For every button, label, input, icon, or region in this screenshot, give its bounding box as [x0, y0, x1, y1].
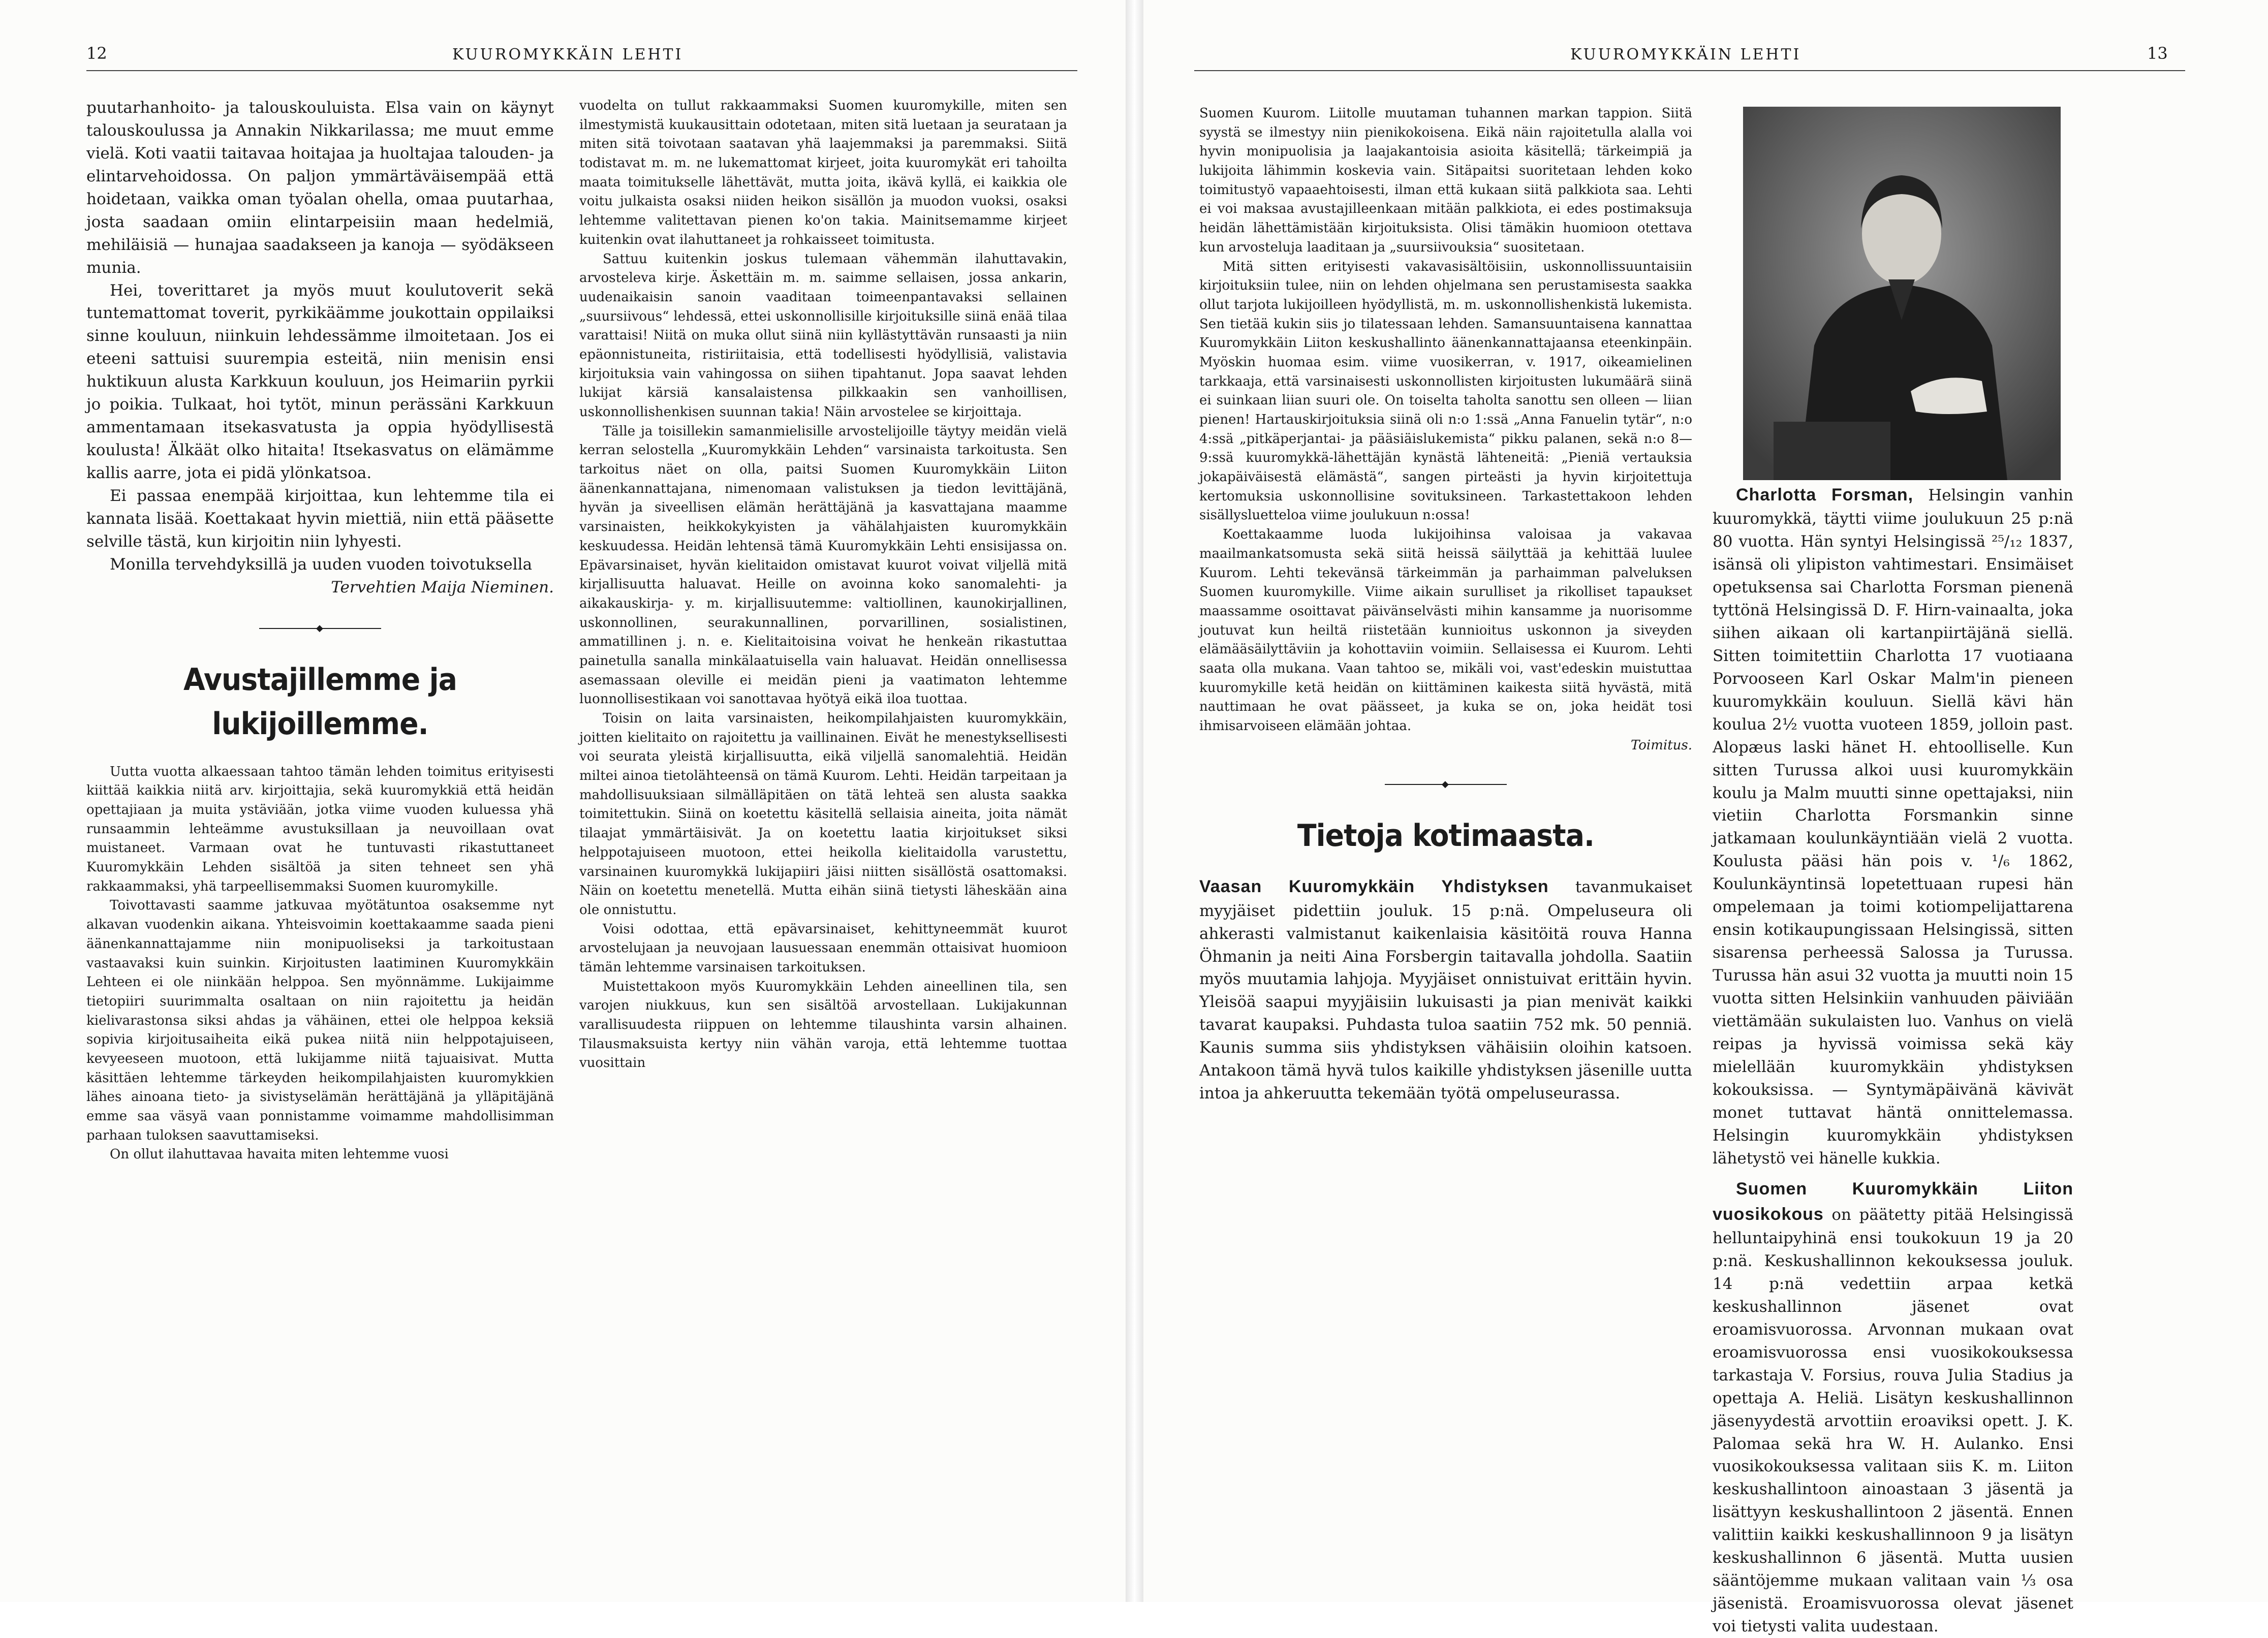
page-gutter [1126, 0, 1143, 1602]
section-separator [1385, 774, 1507, 795]
news-text: tavanmukaiset myyjäiset pidettiin jouluk. 15 p:nä. Ompeluseura oli ahkerasti valmistanut kaikenlaisia käsitöitä rouva Hanna Öhmanin ja neiti Aina Forsbergin taitavalla johdolla. Saatiin myös muutamia lahjoja. Myyjäiset onnistuivat erittäin hyvin. Yleisöä saapui myyjäisiin lukuisasti ja pian menivät kaikki tavarat kaupaksi. Puhdasta tuloa saatiin 752 mk. 50 penniä. Kaunis summa siis yhdistyksen vähäisiin oloihin katsoen. Antakoon tämä hyvä tulos kaikille yhdistyksen jäsenille uutta intoa ja ahkeruutta tekemään työtä ompeluseurassa. [1199, 878, 1692, 1103]
left-page [0, 0, 1126, 1602]
news-lead: Suomen Kuuromykkäin Liiton vuosikokous [1713, 1179, 2073, 1224]
section-separator [259, 618, 381, 639]
header-title-left: KUUROMYKKÄIN LEHTI [452, 46, 683, 64]
news-text: Helsingin vanhin kuuromykkä, täytti viime joulukuun 25 p:nä 80 vuotta. Hän syntyi Helsingissä ²⁵/₁₂ 1837, isänsä oli ylipiston vahtimestari. Ensimäiset opetuksensa sai Charlotta Forsman pienenä tyttönä Helsingissä D. F. Hirn-vainaalta, joka siihen aikaan oli kartanpiirtäjänä siellä. Sitten toimitettiin Charlotta 17 vuotiaana Porvooseen Karl Oskar Malm'in pieneen kuuromykkäin kouluun. Siellä kävi hän koulua 2½ vuotta vuoteen 1859, jolloin past. Alopæus laski hänet H. ehtoolliselle. Kun sitten Turussa alkoi uusi kuuromykkäin koulu ja Malm muutti sinne opettajaksi, niin vietiin Charlotta Forsmankin sinne jatkamaan koulunkäyntiään vielä 2 vuotta. Koulusta pääsi hän pois v. ¹/₆ 1862, Koulunkäyntinsä lopetettuaan rupesi hän ompelemaan ja toimi kotiompelijattarena ensin kotikaupungissaan Helsingissä, sitten sisarensa perheessä Salossa ja Turussa. Turussa hän asui 32 vuotta ja muutti noin 15 vuotta sitten Helsinkiin vanhuuden päiviään viettämään sukulaisten luo. Vanhus on vielä reipas ja hyvissä voimissa sekä käy mielellään kuuromykkäin yhdistyksen kokouksissa. — Syntymäpäivänä kävivät monet tuttavat häntä onnittelemassa. Helsingin kuuromykkäin yhdistyksen lähetystö vei hänelle kukkia. [1713, 486, 2073, 1168]
news-text: on päätetty pitää Helsingissä helluntaipyhinä ensi toukokuun 19 ja 20 p:nä. Keskushallinnon kekouksessa jouluk. 14 p:nä vedettiin arpaa ketkä keskushallinnon jäsenet ovat eroamisvuorossa. Arvonnan mukaan ovat eroamisvuorossa ensi vuosikokouksessa tarkastaja V. Forsius, rouva Julia Stadius ja opettaja A. Heliä. Lisätyn keskushallinnon jäsenyydestä arvottiin eroaviksi opett. J. K. Palomaa sekä hra W. H. Aulanko. Ensi vuosikokouksessa valitaan siis K. m. Liiton keskushallintoon ainoastaan 3 jäsentä ja lisättyyn keskushallintoon 2 jäsentä. Ennen valittiin kaikki keskushallinnoon 9 ja lisätyn keskushallinnon 6 jäsentä. Mutta uusien sääntöjemme mukaan valitaan vain ⅓ osa jäsenistä. Eroamisvuorossa olevat jäsenet voi tietysti valita uudestaan. [1713, 1205, 2073, 1636]
paragraph: Monilla tervehdyksillä ja uuden vuoden toivotuksella [110, 555, 533, 574]
news-item [1713, 483, 2073, 1170]
paragraph: Tälle ja toisillekin samanmielisille arvostelijoille täytyy meidän vielä kerran selostella „Kuuromykkäin Lehden“ varsinaista tarkoitusta. Sen tarkoitus näet on olla, paitsi Suomen Kuuromykkäin Liiton äänenkannattajana, nimenomaan valistuksen ja tiedon levittäjänä, hyvän ja siveellisen elämän herättäjänä ja kasvattajana maamme varsinaisten, heikkokykyisten ja vähälahjaisten kuuromykkäin keskuudessa. Heidän lehtensä tämä Kuuromykkäin Lehti ensisijassa on. Epävarsinaiset, hyvän kielitaidon omistavat kuurot voivat viljellä mitä kirjallisuutta haluavat. Heille on avoinna koko sanomalehti- ja aikakauskirja- y. m. kirjallisuutemme: valtiollinen, kaunokirjallinen, uskonnollinen, seurakunnallinen, porvarillinen, sosialistinen, ammatillinen j. n. e. Kielitaitoisina voivat he henkeän rikastuttaa painetulla sanalla minkälaatuisella vain haluavat. Heidän onnellisessa asemassaan oleville ei meidän pieni ja vaatimaton lehtemme luonnollisestikaan voi sanottavaa hyötyä eikä iloa tuottaa. [579, 423, 1067, 707]
signature: Toimitus. [1630, 737, 1692, 753]
paragraph: Mitä sitten erityisesti vakavasisältöisiin, uskonnollissuuntaisiin kirjoituksiin tulee, niin on lehden ohjelmana sen perustamisesta saakka ollut tarjota lukijoilleen hyödyllistä, m. m. uskonnollishenkistä lukemista. Sen tietää kukin siis jo tilatessaan lehden. Samansuuntaisena kannattaa Kuuromykkäin Liiton keskushallinto äänenkannattajaansa eteenkinpäin. Myöskin huomaa esim. viime vuosikerran, v. 1917, oikeamielinen tarkkaaja, että varsinaisesti uskonnollisten kirjoitusten lukumäärä siinä ei suinkaan liian suuri ole. On toiselta taholta sanottu sen olleen — liian pienen! Hartauskirjoituksia siinä oli n:o 1:ssä „Anna Fanuelin tytär“, n:o 4:ssä „pitkäperjantai- ja pääsiäislukemista“ pikku palanen, sekä n:o 8—9:ssä kuuromykkä-lähettäjän kynästä lähteneitä: „Pieniä vertauksia jokapäiväisestä elämästä“, sangen pirteästi ja hyvin kirjoitettuja kertomuksia uskonnollisine sovituksineen. Tarkastettakoon lehden sisällysluetteloa viime joulukuun n:ossa! [1199, 259, 1692, 523]
portrait-illustration [1743, 107, 2061, 480]
article-heading: Avustajillemme ja lukijoillemme. [183, 662, 457, 742]
news-item [1713, 1177, 2073, 1637]
paragraph: Uutta vuotta alkaessaan tahtoo tämän lehden toimitus erityisesti kiittää kaikkia niitä arv. kirjoittajia, sekä kuuromykkiä että heidän opettajiaan ja muita ystäviään, jotka viime vuoden kuluessa yhä runsaammin lehteämme avustuksillaan ja neuvoillaan ovat muistaneet. Varmaan ovat he tuntuvasti rikastuttaneet Kuuromykkäin Lehden sisältöä ja siten tehneet sen yhä rakkaammaksi, yhä tarpeellisemmaksi Suomen kuuromykille. [86, 764, 554, 894]
diamond-ornament-icon: ◆ [1442, 779, 1449, 790]
right-column-1 [1199, 104, 1692, 1105]
portrait-photo [1743, 107, 2061, 480]
right-page [1143, 0, 2268, 1636]
left-column-1 [86, 97, 554, 1164]
paragraph: Voisi odottaa, että epävarsinaiset, kehittyneemmät kuurot arvostelujaan ja neuvojaan lausuessaan enemmän ottaisivat huomioon tämän lehtemme varsinaisen tarkoituksen. [579, 921, 1067, 975]
paragraph: Koettakaamme luoda lukijoihinsa valoisaa ja vakavaa maailmankatsomusta sekä siitä heissä säilyttää ja kehittää luulee Kuurom. Lehti tekevänsä tärkeimmän ja parhaimman palveluksen Suomen kuuromykille. Viime aikain surulliset ja rikolliset tapaukset maassamme osoittavat päivänselvästi mihin kansamme ja nuorisomme joutuvat kun heiltä riistetään kunnioitus uskonnon ja siveyden elämääsäilyttäviin ja kohottaviin voimiin. Sellaisessa ei Kuurom. Lehti saata olla mukana. Vaan tahtoo se, mikäli voi, vast'edeskin muistuttaa kuuromykille ketä heidän on kiittäminen kaikesta siitä hyvästä, mitä nauttimaan he ovat päässeet, ja kuka se on, joka heidät tosi ihmisarvoiseen elämään johtaa. [1199, 527, 1692, 734]
header-rule-right [1194, 70, 2185, 71]
page-number-right: 13 [2147, 44, 2168, 63]
news-lead: Vaasan Kuuromykkäin Yhdistyksen [1199, 877, 1549, 897]
signature: Tervehtien Maija Nieminen. [331, 578, 554, 596]
header-title-right: KUUROMYKKÄIN LEHTI [1570, 46, 1801, 64]
left-column-2 [579, 97, 1067, 1073]
paragraph: Sattuu kuitenkin joskus tulemaan vähemmän ilahuttavakin, arvosteleva kirje. Äskettäin m. m. saimme sellaisen, jossa ankarin, uudenaikaisin sanoin vaaditaan toimeenpantavaksi sellainen „suursiivous“ lehdessä, ettei uskonnollisille kirjoituksille siinä enää tilaa varattaisi! Niitä on muka ollut siinä niin kyllästyttävän runsaasti ja niin epäonnistuneita, ristiriitaisia, että todellisesti hyödyllisiä, valistavia kirjoituksia vain vahingossa on siihen tipahtanut. Jopa saavat lehden lukijat kärsiä kansalaistensa pilkkaakin sen vanhoillisen, uskonnollishenkisen suunnan takia! Näin arvostelee se kirjoittaja. [579, 251, 1067, 420]
diamond-ornament-icon: ◆ [316, 622, 323, 634]
paragraph: On ollut ilahuttavaa havaita miten lehtemme vuosi [110, 1147, 449, 1162]
paragraph: Toivottavasti saamme jatkuvaa myötätuntoa osaksemme nyt alkavan vuodenkin aikana. Yhteisvoimin koettakaamme saada pieni äänenkannattajamme niin monipuoliseksi ja tarkoitustaan vastaavaksi kuin suinkin. Kirjoitusten laatiminen Kuuromykkäin Lehteen ei ole niinkään helppoa. Sen myönnämme. Lukijaimme tietopiiri suurimmalta osaltaan on niin rajoitettu ja heidän kielivarastonsa siksi ahdas ja vähäinen, ettei ole helppoa keksiä sopivia kirjoitusaiheita eikä pukea niitä niin helppotajuiseen, kevyeeseen muotoon, että lukijamme niitä tajuaisivat. Mutta käsittäen lehtemme tärkeyden heikompilahjaisten kuuromykkien lähes ainoana tieto- ja sivistyselämän herättäjänä ja ylläpitäjänä emme saa väsyä vaan ponnistamme voimamme mahdollisimman parhaan tuloksen saavuttamiseksi. [86, 898, 554, 1143]
paragraph: Suomen Kuurom. Liitolle muutaman tuhannen markan tappion. Siitä syystä se ilmestyy niin pienikokoisena. Eikä näin rajoitetulla alalla voi hyvin monipuolisia ja laajakantoisia asioita käsitellä; tärkeimpiä ja lukijoita lähimmin koskevia vain. Sitäpaitsi suoritetaan lehden koko toimitustyö vapaaehtoisesti, ilman että kukaan siitä palkkiota saa. Lehti ei voi maksaa avustajilleenkaan mitään palkkiota, ei edes postimaksuja heidän lähettämistään kirjoituksista. Olisi tämäkin huomioon otettava kun arvosteluja laaditaan ja „suursiivouksia“ suositetaan. [1199, 106, 1692, 255]
paragraph: puutarhanhoito- ja talouskouluista. Elsa vain on käynyt talouskoulussa ja Annakin Nikkarilassa; me muut emme vielä. Koti vaatii taitavaa hoitajaa ja huoltajaa talouden- ja elintarvehoidossa. On paljon ymmärtäväisempää että hoidetaan, vaikka oman työalan ohella, omaa puutarhaa, josta saadaan omiin elintarpeisiin maan hedelmiä, mehiläisiä — hunajaa saadakseen ja kanoja — syödäkseen munia. [86, 99, 554, 277]
paragraph: Toisin on laita varsinaisten, heikompilahjaisten kuuromykkäin, joitten kielitaito on rajoitettu ja vaillinainen. Eivät he menestyksellisesti voi seurata yleistä kirjallisuutta, eikä viljellä sanomalehtiä. Heidän miltei ainoa tietolähteensä on tämä Kuurom. Lehti. Heidän tarpeitaan ja mahdollisuuksiaan silmälläpitäen on tätä lehteä sen alusta saakka toimitettukin. Siinä on koetettu käsitellä sellaisia aineita, joita nämät tilaajat ymmärtäisivät. Ja on koetettu laatia kirjoitukset siksi helppotajuiseen muotoon, ettei heikolla kielitaidolla varustettu, varsinainen kuuromykkä lukijapiiri jäisi niitten sisällöstä osattomaksi. Näin on koetettu menetellä. Mutta eihän siinä tietysti läheskään aina ole onnistuttu. [579, 711, 1067, 918]
article-heading: Tietoja kotimaasta. [1297, 818, 1595, 854]
header-rule-left [86, 70, 1077, 71]
paragraph: Ei passaa enempää kirjoittaa, kun lehtemme tila ei kannata lisää. Koettakaat hyvin miettiä, niin että pääsette selville tästä, kun kirjoitin niin lyhyesti. [86, 486, 554, 551]
paragraph: Muistettakoon myös Kuuromykkäin Lehden aineellinen tila, sen varojen niukkuus, kun sen sisältöä arvostellaan. Lukijakunnan varallisuudesta riippuen on lehtemme tilaushinta varsin alhainen. Tilausmaksuista kertyy niin vähän varoja, että lehtemme tuottaa vuosittain [579, 979, 1067, 1071]
news-item [1199, 874, 1692, 1105]
paragraph: Hei, toverittaret ja myös muut koulutoverit sekä tuntemattomat toverit, pyrkikäämme joukottain oppilaiksi sinne kouluun, niinkuin lehdessämme ilmoitetaan. Jos ei eteeni sattuisi suurempia esteitä, niin menisin ensi huktikuun alusta Karkkuun kouluun, jos Heimariin pyrkii jo poikia. Tulkaat, hoi tytöt, minun perässäni Karkkuun ammentamaan itsekasvatusta ja oppia hyödyllisestä koulusta! Älkäät olko hitaita! Itsekasvatus on elämämme kallis aarre, jota ei pidä ylönkatsoa. [86, 281, 554, 482]
paragraph: vuodelta on tullut rakkaammaksi Suomen kuuromykille, miten sen ilmestymistä kuukausittain odotetaan, miten sitä luetaan ja seurataan ja miten sitä toivotaan saatavan yhä laajemmaksi ja paremmaksi. Siitä todistavat m. m. ne lukemattomat kirjeet, joita kuuromykät eri tahoilta maata toimitukselle lähettävät, mutta joita, ikävä kyllä, ei kaikkia ole voitu julkaista osaksi niiden heikon sisällön ja muodon vuoksi, osaksi lehtemme valitettavan pienen ko'on takia. Mainitsemamme kirjeet kuitenkin ovat ilahuttaneet ja rohkaisseet toimitusta. [579, 98, 1067, 247]
right-column-2 [1713, 483, 2073, 1638]
page-number-left: 12 [86, 44, 107, 63]
news-lead: Charlotta Forsman, [1736, 485, 1914, 505]
